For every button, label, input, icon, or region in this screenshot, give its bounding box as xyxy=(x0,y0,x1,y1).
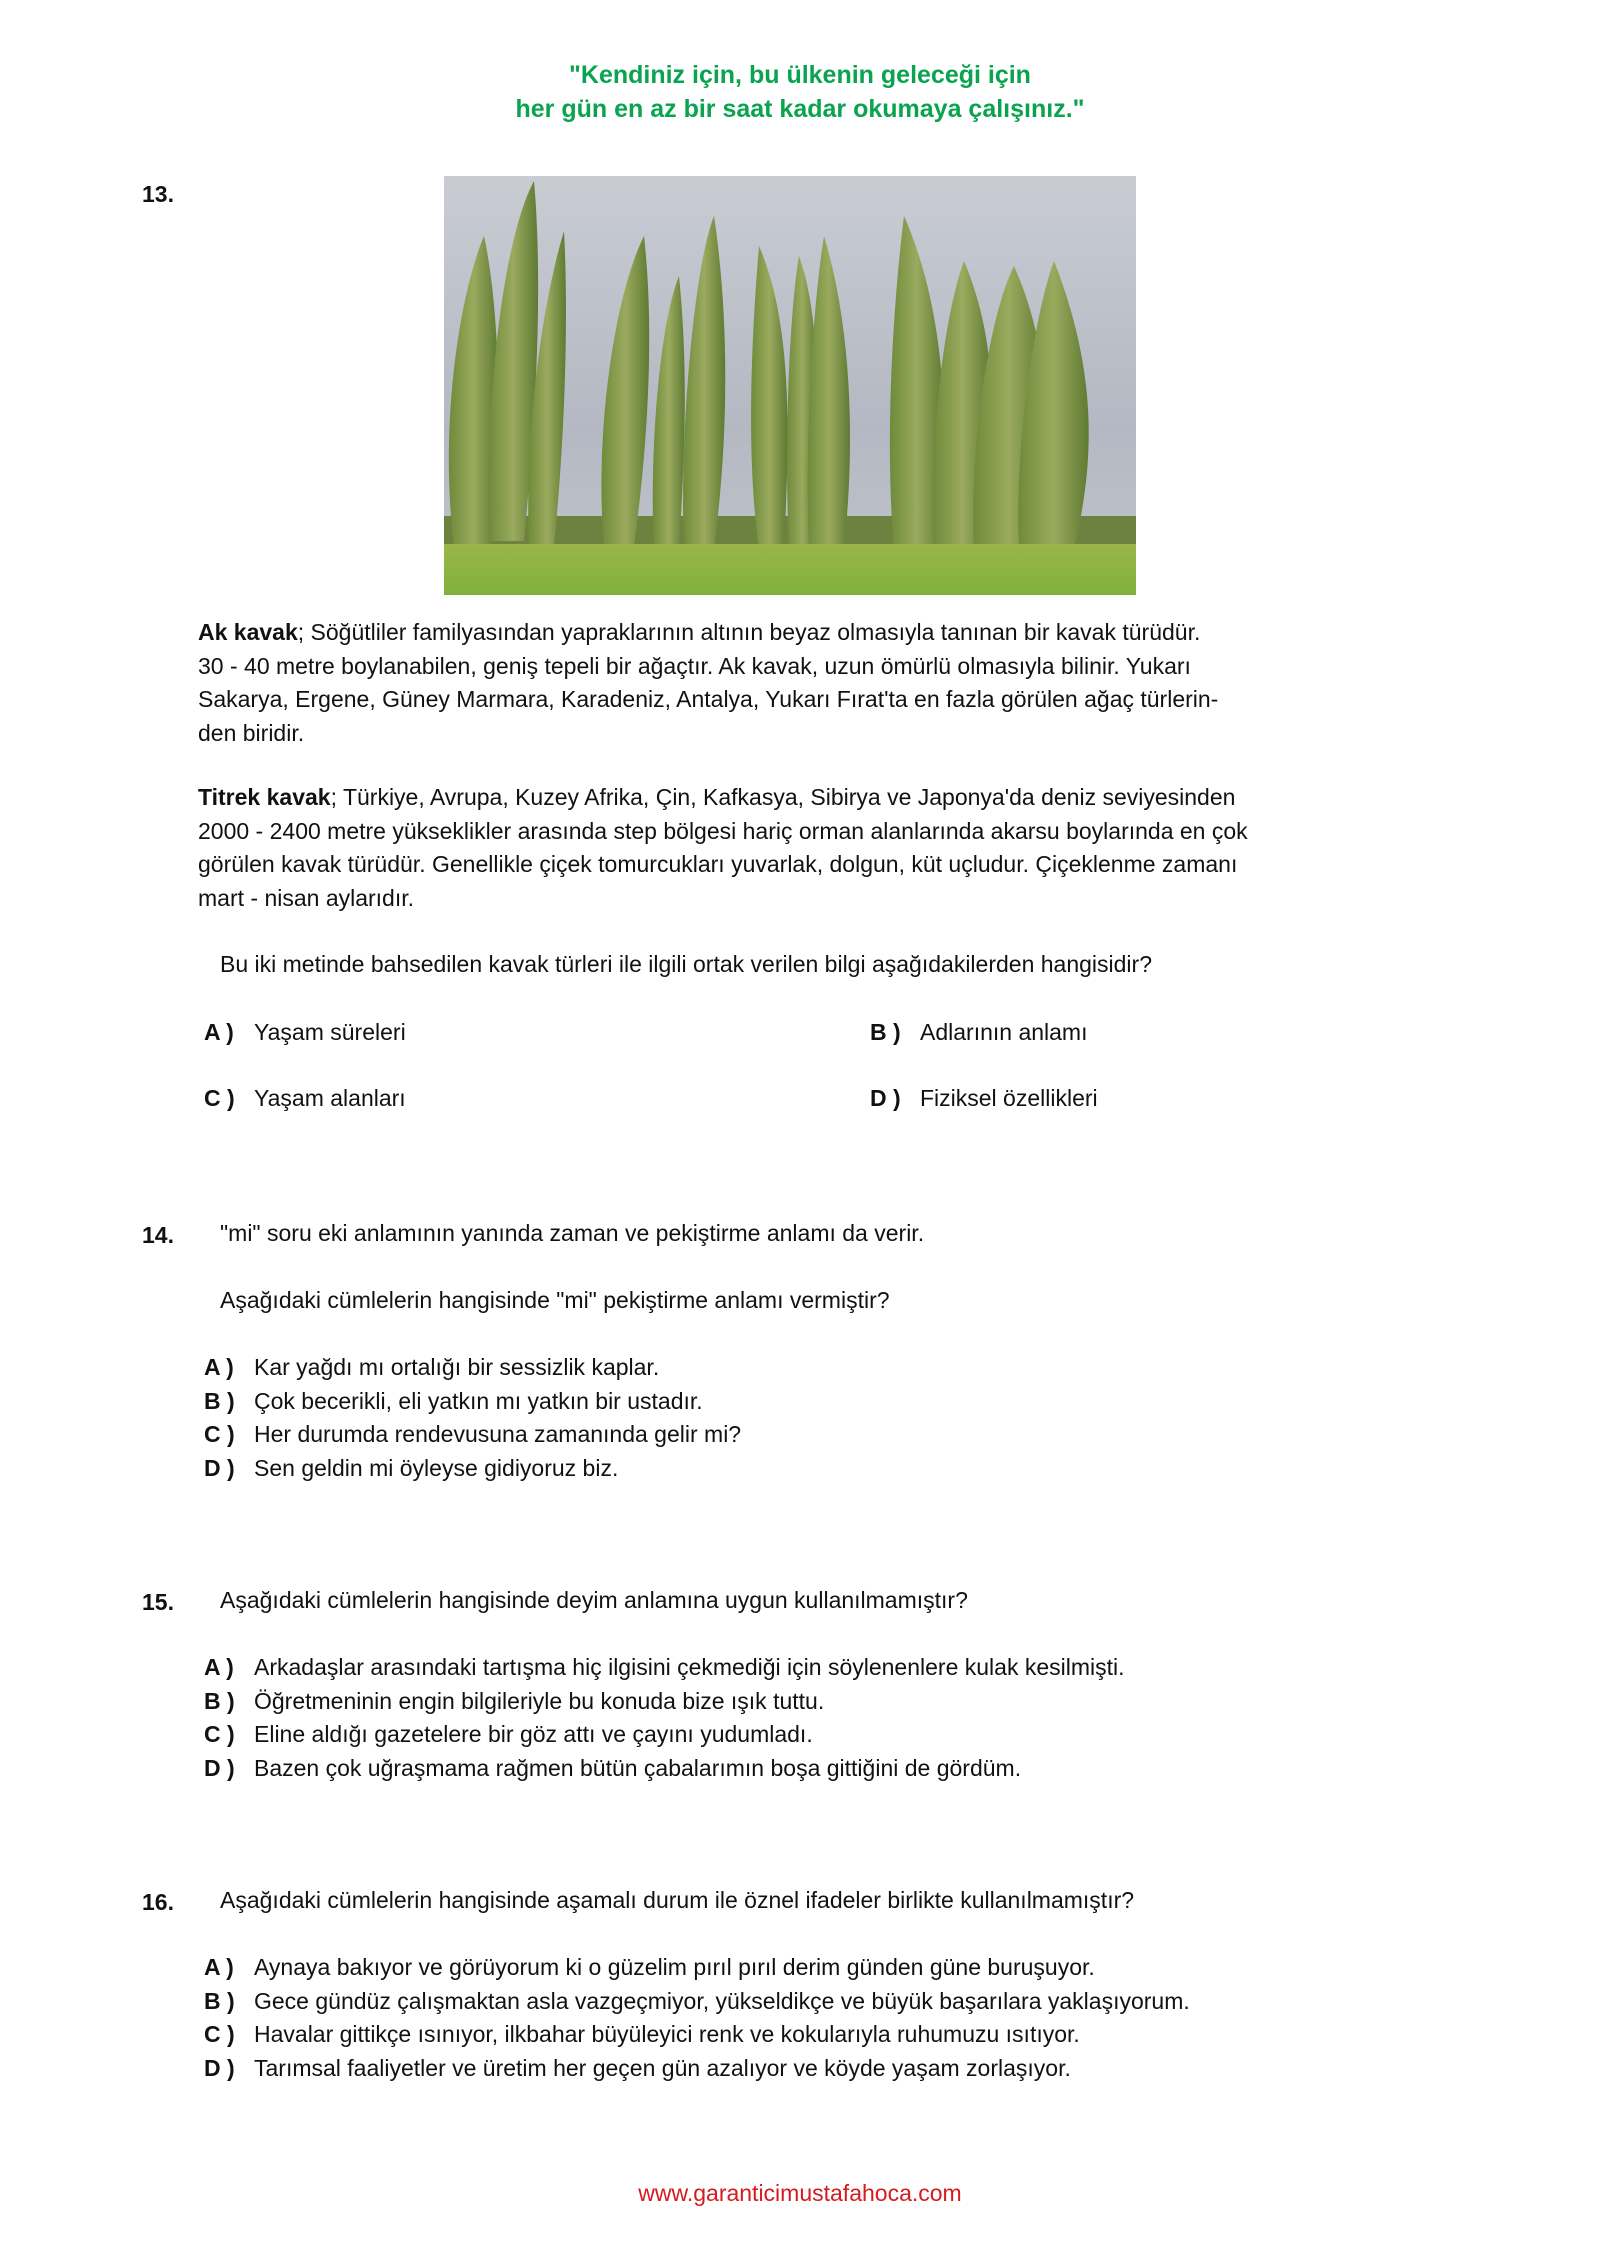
question-15-number: 15. xyxy=(142,1589,174,1615)
q15-option-c[interactable]: C ) Eline aldığı gazetelere bir göz attı ve çayını yudumladı. xyxy=(204,1721,813,1747)
q16-option-c[interactable]: C ) Havalar gittikçe ısınıyor, ilkbahar büyüleyici renk ve kokularıyla ruhumuzu ısıtıyor. xyxy=(204,2021,1080,2047)
question-15-stem: Aşağıdaki cümlelerin hangisinde deyim anlamına uygun kullanılmamıştır? xyxy=(220,1587,968,1613)
footer-website-link[interactable]: www.garanticimustafahoca.com xyxy=(638,2180,962,2206)
q15-option-b[interactable]: B ) Öğretmeninin engin bilgileriyle bu konuda bize ışık tuttu. xyxy=(204,1687,825,1714)
question-16-number: 16. xyxy=(142,1889,174,1915)
quote-line-2: her gün en az bir saat kadar okumaya çalışınız." xyxy=(515,95,1085,123)
question-14-stem: Aşağıdaki cümlelerin hangisinde "mi" pekiştirme anlamı vermiştir? xyxy=(220,1287,890,1313)
q14-option-d[interactable]: D ) Sen geldin mi öyleyse gidiyoruz biz. xyxy=(204,1454,619,1481)
question-14-intro: "mi" soru eki anlamının yanında zaman ve pekiştirme anlamı da verir. xyxy=(220,1220,925,1246)
question-13-stem: Bu iki metinde bahsedilen kavak türleri ile ilgili ortak verilen bilgi aşağıdakilerden hangisidir? xyxy=(220,951,1152,977)
q16-option-b[interactable]: B ) Gece gündüz çalışmaktan asla vazgeçmiyor, yükseldikçe ve büyük başarılara yaklaşıyorum. xyxy=(204,1987,1190,2014)
q14-option-b[interactable]: B ) Çok becerikli, eli yatkın mı yatkın bir ustadır. xyxy=(204,1387,703,1414)
q15-option-a[interactable]: A ) Arkadaşlar arasındaki tartışma hiç ilgisini çekmediği için söylenenlere kulak kesilmişti. xyxy=(204,1654,1125,1680)
question-13-number: 13. xyxy=(142,181,174,207)
term-ak-kavak: Ak kavak xyxy=(198,619,298,645)
q13-option-c[interactable]: C ) Yaşam alanları xyxy=(204,1085,406,1111)
quote-line-1: "Kendiniz için, bu ülkenin geleceği için xyxy=(569,61,1031,89)
q16-options xyxy=(204,1951,1190,2085)
q15-options xyxy=(204,1651,1125,1785)
passage-titrek-kavak: Titrek kavak; Türkiye, Avrupa, Kuzey Afrika, Çin, Kafkasya, Sibirya ve Japonya'da deniz seviyesinden 2000 - 2400 metre yükseklikler arasında step bölgesi hariç orman alanlarında akarsu boylarında en çok görülen kavak türüdür. Genellikle çiçek tomurcukları yuvarlak, dolgun, küt uçludur. Çiçeklenme zamanı mart - nisan aylarıdır. xyxy=(198,784,1248,911)
q13-option-a[interactable]: A ) Yaşam süreleri xyxy=(204,1019,406,1045)
q13-option-b[interactable]: B ) Adlarının anlamı xyxy=(870,1019,1088,1045)
q14-option-a[interactable]: A ) Kar yağdı mı ortalığı bir sessizlik kaplar. xyxy=(204,1354,660,1380)
q14-option-c[interactable]: C ) Her durumda rendevusuna zamanında gelir mi? xyxy=(204,1421,742,1447)
q13-option-d[interactable]: D ) Fiziksel özellikleri xyxy=(870,1085,1098,1111)
poplar-trees-photo xyxy=(444,176,1136,595)
passage-ak-kavak: Ak kavak; Söğütliler familyasından yapraklarının altının beyaz olmasıyla tanınan bir kavak türüdür. 30 - 40 metre boylanabilen, geniş tepeli bir ağaçtır. Ak kavak, uzun ömürlü olmasıyla bilinir. Yukarı Sakarya, Ergene, Güney Marmara, Karadeniz, Antalya, Yukarı Fırat'ta en fazla görülen ağaç türlerin- den biridir. xyxy=(198,619,1219,746)
q16-option-a[interactable]: A ) Aynaya bakıyor ve görüyorum ki o güzelim pırıl pırıl derim günden güne buruşuyor. xyxy=(204,1954,1095,1980)
q16-option-d[interactable]: D ) Tarımsal faaliyetler ve üretim her geçen gün azalıyor ve köyde yaşam zorlaşıyor. xyxy=(204,2054,1071,2081)
term-titrek-kavak: Titrek kavak xyxy=(198,784,331,810)
q15-option-d[interactable]: D ) Bazen çok uğraşmama rağmen bütün çabalarımın boşa gittiğini de gördüm. xyxy=(204,1754,1022,1781)
question-16-stem: Aşağıdaki cümlelerin hangisinde aşamalı durum ile öznel ifadeler birlikte kullanılmamıştır? xyxy=(220,1887,1135,1913)
poplar-trees-image xyxy=(444,176,1136,595)
question-14-number: 14. xyxy=(142,1222,174,1248)
motivational-quote-header xyxy=(0,58,1600,126)
q14-options xyxy=(204,1351,741,1485)
